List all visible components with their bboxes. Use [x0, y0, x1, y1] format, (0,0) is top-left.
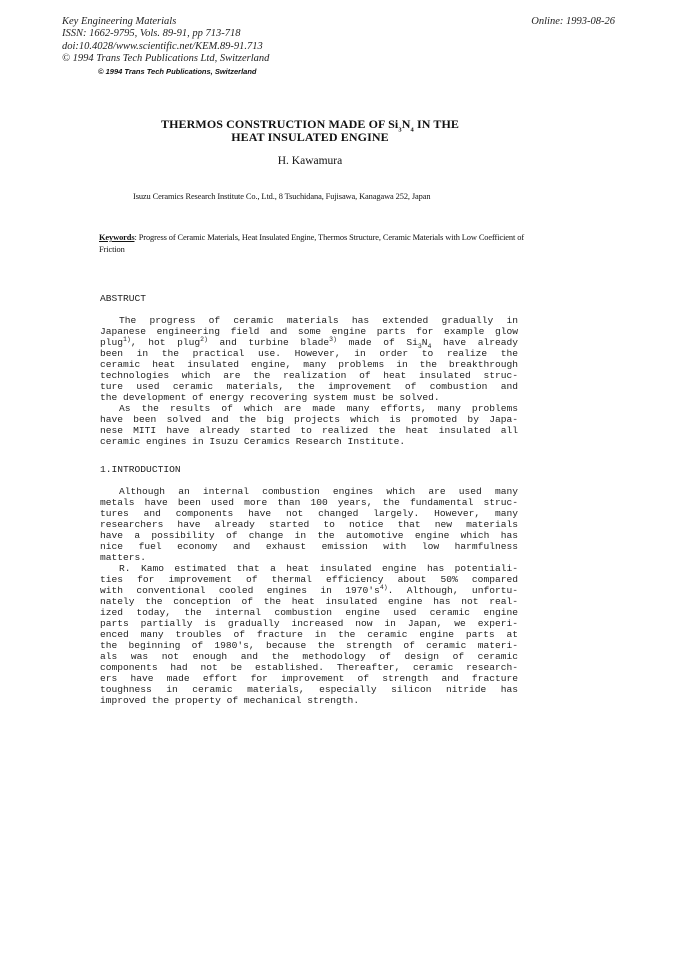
paper-title-line-2: HEAT INSULATED ENGINE	[231, 130, 389, 144]
paper-title-line-1: THERMOS CONSTRUCTION MADE OF $Si_3N_4$ IN THE	[160, 117, 460, 134]
text-line: technologies which are the realization of heat insulated struc-	[100, 370, 518, 381]
text-line: with conventional cooled engines in $1970's^{4)}$. Although, unfortu-	[100, 583, 518, 596]
text-line: nately the conception of the heat insulated engine has not real-	[100, 596, 518, 607]
text-line: researchers have already started to notice that new materials	[100, 519, 518, 530]
text-line: Japanese engineering field and some engine parts for example glow	[100, 326, 518, 337]
text-line: matters.	[100, 552, 147, 563]
citation-block	[62, 16, 269, 66]
author-name: H. Kawamura	[277, 155, 343, 167]
text-line: ties for improvement of thermal efficiency about 50% compared	[100, 574, 518, 585]
text-line: been in the practical use. However, in order to realize the	[100, 348, 518, 359]
text-line: ized today, the internal combustion engine used ceramic engine	[100, 607, 518, 618]
text-line: have a possibility of change in the automotive engine which has	[100, 530, 518, 541]
publisher-line: © 1994 Trans Tech Publications, Switzerland	[98, 67, 257, 76]
text-line: As the results of which are made many efforts, many problems	[119, 403, 518, 414]
introduction-heading: 1.INTRODUCTION	[100, 464, 181, 475]
online-date: Online: 1993-08-26	[531, 16, 615, 27]
text-line: plug$^{1)}$, hot plug$^{2)}$ and turbine blade$^{3)}$ made of $Si_3N_4$ have already	[100, 335, 518, 350]
text-line: the development of energy recovering system must be solved.	[100, 392, 440, 403]
text-line: tures and components have not changed largely. However, many	[100, 508, 518, 519]
copyright-line: © 1994 Trans Tech Publications Ltd, Switzerland	[62, 53, 270, 65]
keywords	[99, 232, 539, 256]
text-line: The progress of ceramic materials has extended gradually in	[119, 315, 518, 326]
text-line: ers have made effort for improvement of strength and fracture	[100, 673, 518, 684]
text-line: ture used ceramic materials, the improvement of combustion and	[100, 381, 518, 392]
text-line: components had not be established. Thereafter, ceramic research-	[100, 662, 518, 673]
text-line: improved the property of mechanical strength.	[100, 695, 360, 706]
text-line: als was not enough and the methodology of design of ceramic	[100, 651, 518, 662]
author-affiliation: Isuzu Ceramics Research Institute Co., Ltd., 8 Tsuchidana, Fujisawa, Kanagawa 252, Japan	[133, 192, 431, 201]
journal-name: Key Engineering Materials	[62, 16, 177, 27]
text-line: toughness in ceramic materials, especially silicon nitride has	[100, 684, 518, 695]
text-line: enced many troubles of fracture in the ceramic engine parts at	[100, 629, 518, 640]
text-line: Although an internal combustion engines which are used many	[119, 486, 518, 497]
text-line: nice fuel economy and exhaust emission with low harmfulness	[100, 541, 518, 552]
text-line: metals have been used more than 100 years, the fundamental struc-	[100, 497, 518, 508]
keywords-label: Keywords	[99, 233, 135, 242]
text-line: ceramic heat insulated engine, many problems in the breakthrough	[100, 359, 518, 370]
keywords-text: : Progress of Ceramic Materials, Heat Insulated Engine, Thermos Structure, Ceramic Materials with Low Coefficient of Friction	[99, 233, 525, 254]
text-line: parts partially is gradually increased now in Japan, we experi-	[100, 618, 518, 629]
text-line: R. Kamo estimated that a heat insulated engine has potentiali-	[119, 563, 518, 574]
abstract-heading: ABSTRUCT	[100, 293, 147, 304]
doi-line[interactable]: doi:10.4028/www.scientific.net/KEM.89-91.713	[62, 40, 263, 52]
text-line: nese MITI have already started to realized the heat insulated all	[100, 425, 518, 436]
text-line: the beginning of 1980's, because the strength of ceramic materi-	[100, 640, 518, 651]
issn-line: ISSN: 1662-9795, Vols. 89-91, pp 713-718	[62, 28, 241, 40]
text-line: ceramic engines in Isuzu Ceramics Research Institute.	[100, 436, 406, 447]
text-line: have been solved and the big projects which is promoted by Japa-	[100, 414, 518, 425]
